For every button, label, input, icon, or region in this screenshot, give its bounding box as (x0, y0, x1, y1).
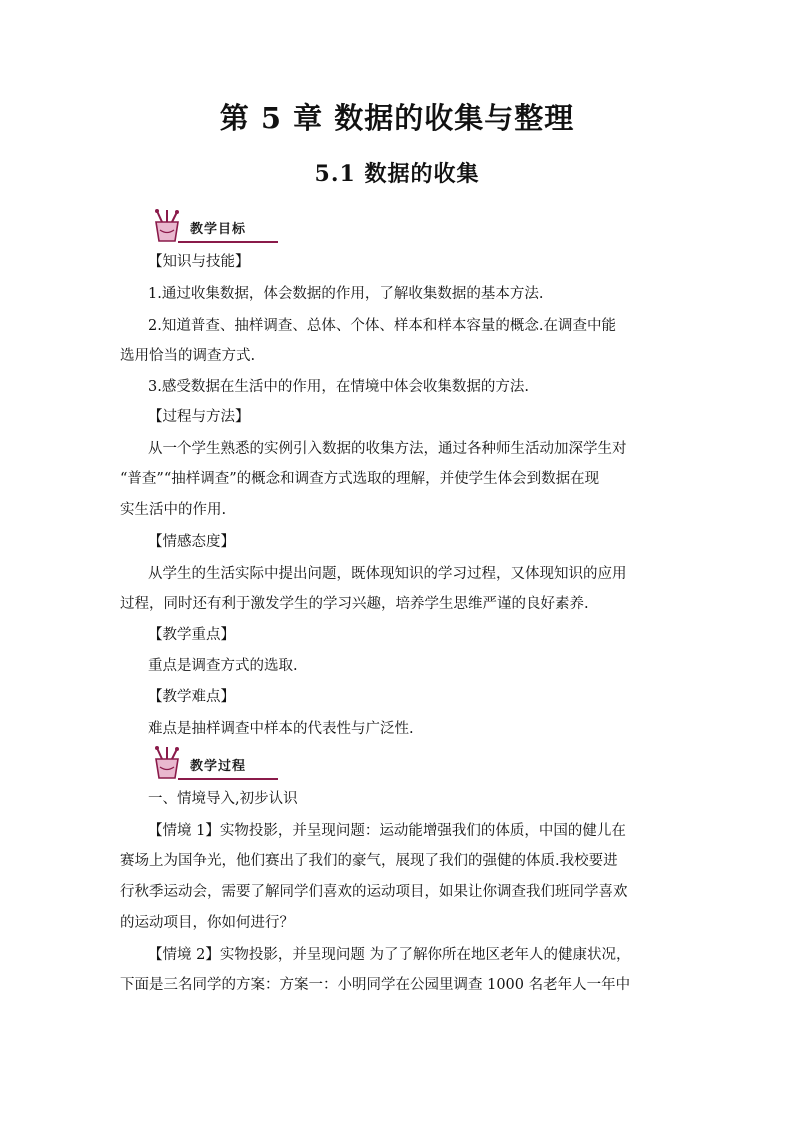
badge-underline (178, 778, 278, 780)
pencil-cup-icon (148, 745, 192, 781)
emotion-line-1: 从学生的生活实际中提出问题，既体现知识的学习过程，又体现知识的应用 (148, 566, 627, 582)
key-point-heading: 【教学重点】 (148, 627, 235, 643)
objectives-badge (148, 208, 278, 244)
scenario-2-line-2: 下面是三名同学的方案：方案一：小明同学在公园里调查 1000 名老年人一年中 (120, 977, 631, 993)
knowledge-item-2-line-1: 2.知道普查、抽样调查、总体、个体、样本和样本容量的概念.在调查中能 (148, 318, 616, 334)
emotion-heading: 【情感态度】 (148, 534, 235, 550)
difficulty-heading: 【教学难点】 (148, 689, 235, 705)
process-badge (148, 745, 278, 781)
knowledge-heading: 【知识与技能】 (148, 254, 250, 270)
process-part-1: 一、情境导入,初步认识 (148, 791, 298, 807)
scenario-2-line-1: 【情境 2】实物投影，并呈现问题 为了了解你所在地区老年人的健康状况， (148, 947, 631, 963)
difficulty-text: 难点是抽样调查中样本的代表性与广泛性. (148, 721, 414, 737)
knowledge-item-2-line-2: 选用恰当的调查方式. (120, 348, 256, 364)
scenario-1-line-2: 赛场上为国争光，他们赛出了我们的豪气，展现了我们的强健的体质.我校要进 (120, 853, 618, 869)
method-line-1: 从一个学生熟悉的实例引入数据的收集方法，通过各种师生活动加深学生对 (148, 441, 627, 457)
method-line-2: “普查”“抽样调查”的概念和调查方式选取的理解，并使学生体会到数据在现 (120, 471, 600, 487)
key-point-text: 重点是调查方式的选取. (148, 658, 298, 674)
method-heading: 【过程与方法】 (148, 409, 250, 425)
section-title: 5.1 数据的收集 (314, 161, 480, 187)
chapter-title: 第 5 章 数据的收集与整理 (219, 101, 575, 135)
objectives-badge-label: 教学目标 (190, 222, 247, 237)
scenario-1-line-1: 【情境 1】实物投影，并呈现问题：运动能增强我们的体质，中国的健儿在 (148, 823, 626, 839)
scenario-1-line-3: 行秋季运动会，需要了解同学们喜欢的运动项目，如果让你调查我们班同学喜欢 (120, 884, 628, 900)
knowledge-item-3: 3.感受数据在生活中的作用，在情境中体会收集数据的方法. (148, 379, 529, 395)
badge-underline (178, 241, 278, 243)
method-line-3: 实生活中的作用. (120, 502, 227, 518)
scenario-1-line-4: 的运动项目，你如何进行？ (120, 915, 294, 931)
emotion-line-2: 过程，同时还有利于激发学生的学习兴趣，培养学生思维严谨的良好素养. (120, 596, 589, 612)
pencil-cup-icon (148, 208, 192, 244)
knowledge-item-1: 1.通过收集数据，体会数据的作用，了解收集数据的基本方法. (148, 286, 544, 302)
process-badge-label: 教学过程 (190, 759, 247, 774)
